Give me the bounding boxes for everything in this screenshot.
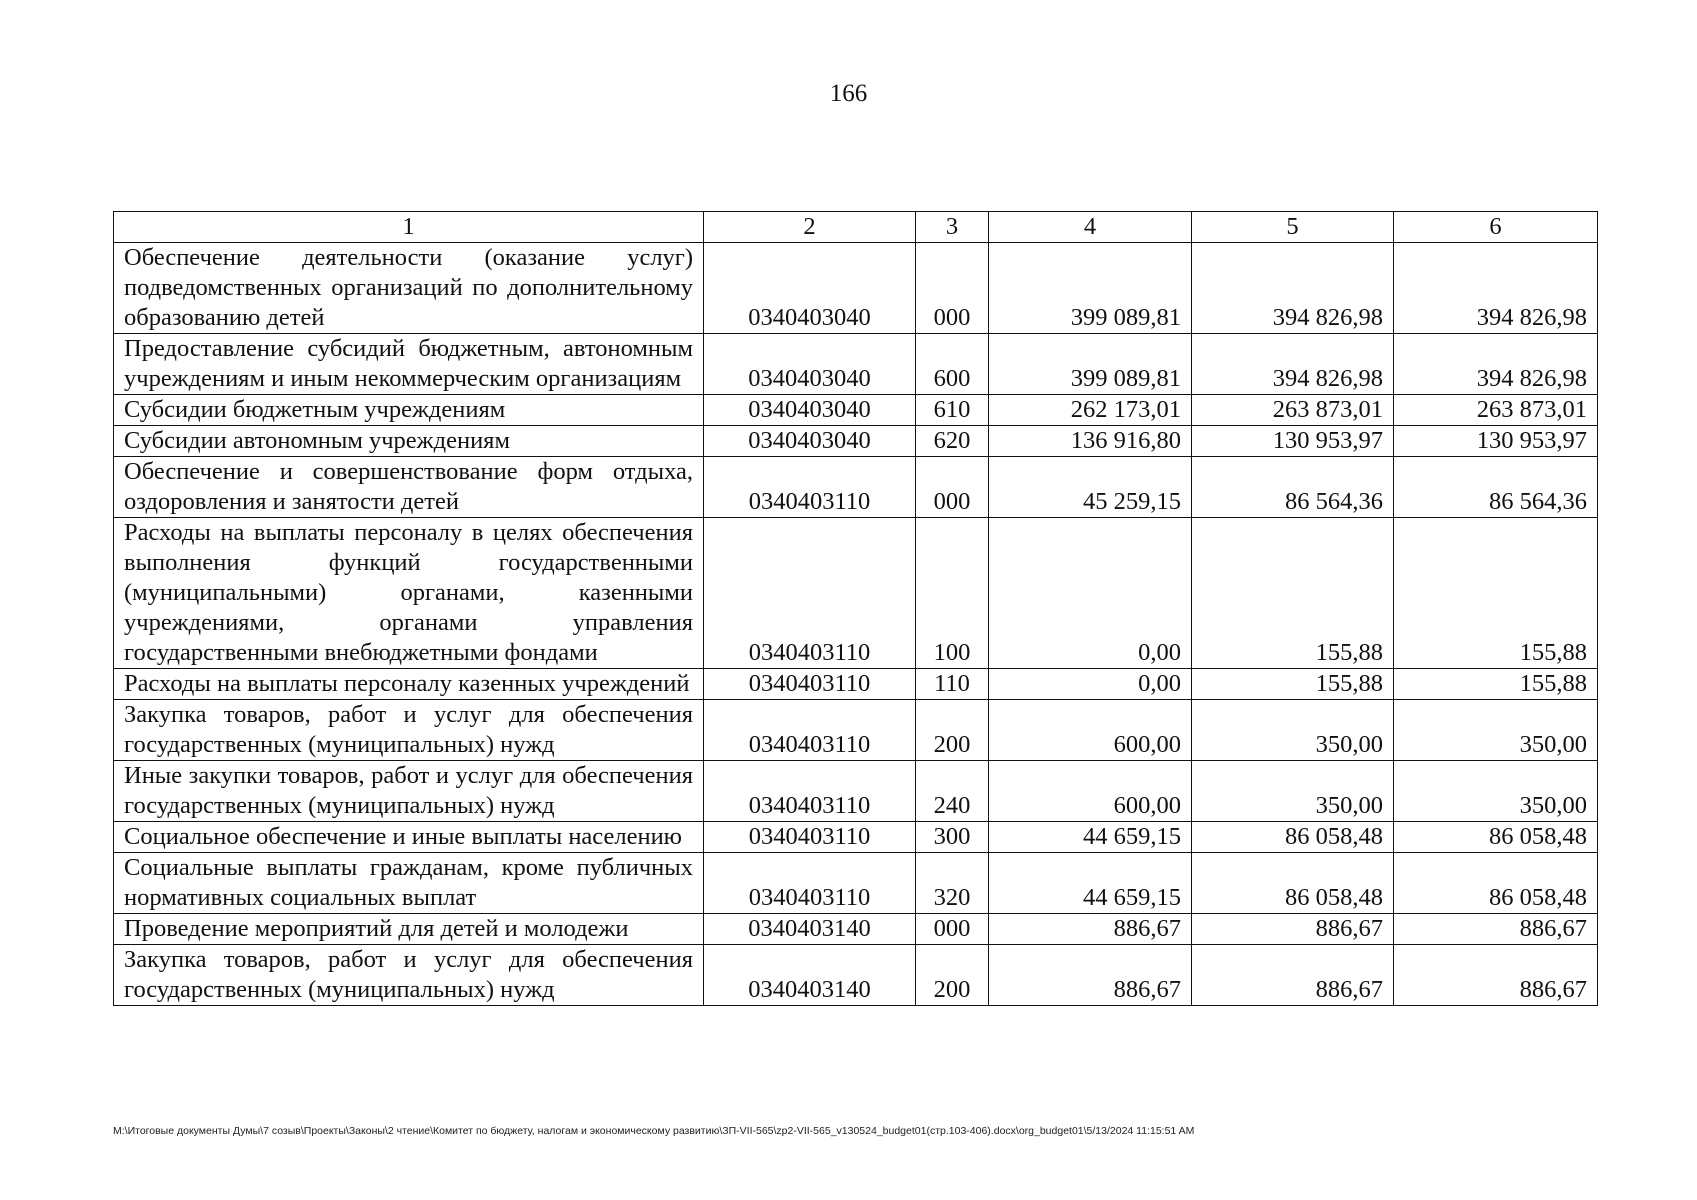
row-amount-col4: 399 089,81 — [989, 243, 1192, 334]
row-amount-col5: 350,00 — [1192, 700, 1394, 761]
row-expense-type: 100 — [916, 518, 989, 669]
table-row — [114, 334, 1598, 395]
row-name: Расходы на выплаты персоналу в целях обеспечения выполнения функций государственными (муниципальными) органами, казенными учреждениями, органами управления государственными внебюджетными фондами — [114, 518, 704, 669]
row-amount-col4: 600,00 — [989, 700, 1192, 761]
row-target-code: 0340403040 — [704, 395, 916, 426]
row-target-code: 0340403140 — [704, 945, 916, 1006]
row-amount-col4: 44 659,15 — [989, 853, 1192, 914]
row-amount-col4: 136 916,80 — [989, 426, 1192, 457]
row-target-code: 0340403110 — [704, 518, 916, 669]
row-expense-type: 200 — [916, 945, 989, 1006]
table-row — [114, 669, 1598, 700]
row-amount-col6: 350,00 — [1394, 761, 1598, 822]
row-name: Иные закупки товаров, работ и услуг для обеспечения государственных (муниципальных) нужд — [114, 761, 704, 822]
row-name: Проведение мероприятий для детей и молодежи — [114, 914, 704, 945]
row-target-code: 0340403140 — [704, 914, 916, 945]
row-amount-col5: 155,88 — [1192, 518, 1394, 669]
row-amount-col4: 399 089,81 — [989, 334, 1192, 395]
row-amount-col6: 350,00 — [1394, 700, 1598, 761]
table-row — [114, 457, 1598, 518]
row-amount-col5: 394 826,98 — [1192, 334, 1394, 395]
row-name: Закупка товаров, работ и услуг для обеспечения государственных (муниципальных) нужд — [114, 700, 704, 761]
row-amount-col4: 600,00 — [989, 761, 1192, 822]
table-row — [114, 700, 1598, 761]
column-header-2: 2 — [704, 212, 916, 243]
row-name: Социальные выплаты гражданам, кроме публичных нормативных социальных выплат — [114, 853, 704, 914]
row-target-code: 0340403110 — [704, 761, 916, 822]
row-expense-type: 610 — [916, 395, 989, 426]
row-amount-col5: 263 873,01 — [1192, 395, 1394, 426]
row-amount-col6: 86 058,48 — [1394, 822, 1598, 853]
row-amount-col5: 86 058,48 — [1192, 853, 1394, 914]
table-row — [114, 945, 1598, 1006]
row-amount-col4: 886,67 — [989, 914, 1192, 945]
table-row — [114, 761, 1598, 822]
row-target-code: 0340403040 — [704, 334, 916, 395]
row-expense-type: 320 — [916, 853, 989, 914]
row-expense-type: 300 — [916, 822, 989, 853]
row-amount-col6: 155,88 — [1394, 669, 1598, 700]
row-amount-col5: 86 564,36 — [1192, 457, 1394, 518]
row-expense-type: 110 — [916, 669, 989, 700]
row-target-code: 0340403110 — [704, 822, 916, 853]
row-name: Социальное обеспечение и иные выплаты населению — [114, 822, 704, 853]
row-target-code: 0340403110 — [704, 457, 916, 518]
row-expense-type: 240 — [916, 761, 989, 822]
row-amount-col4: 0,00 — [989, 518, 1192, 669]
row-amount-col4: 886,67 — [989, 945, 1192, 1006]
page-number: 166 — [829, 80, 868, 107]
table-row — [114, 914, 1598, 945]
column-header-1: 1 — [114, 212, 704, 243]
row-amount-col6: 86 058,48 — [1394, 853, 1598, 914]
row-amount-col6: 130 953,97 — [1394, 426, 1598, 457]
row-target-code: 0340403110 — [704, 669, 916, 700]
table-row — [114, 243, 1598, 334]
row-amount-col5: 350,00 — [1192, 761, 1394, 822]
row-amount-col5: 394 826,98 — [1192, 243, 1394, 334]
row-name: Обеспечение деятельности (оказание услуг) подведомственных организаций по дополнительному образованию детей — [114, 243, 704, 334]
column-header-3: 3 — [916, 212, 989, 243]
row-amount-col5: 86 058,48 — [1192, 822, 1394, 853]
row-amount-col6: 886,67 — [1394, 914, 1598, 945]
budget-table — [113, 211, 1598, 1006]
row-amount-col6: 263 873,01 — [1394, 395, 1598, 426]
table-row — [114, 518, 1598, 669]
row-expense-type: 000 — [916, 914, 989, 945]
row-amount-col6: 394 826,98 — [1394, 243, 1598, 334]
row-name: Обеспечение и совершенствование форм отдыха, оздоровления и занятости детей — [114, 457, 704, 518]
row-name: Закупка товаров, работ и услуг для обеспечения государственных (муниципальных) нужд — [114, 945, 704, 1006]
row-target-code: 0340403040 — [704, 243, 916, 334]
row-target-code: 0340403110 — [704, 853, 916, 914]
row-amount-col5: 155,88 — [1192, 669, 1394, 700]
document-file-path-footer: М:\Итоговые документы Думы\7 созыв\Проекты\Законы\2 чтение\Комитет по бюджету, налогам и экономическому развитию\ЗП-VII-565\zp2-VII-565_v130524_budget01(стр.103-406).docx\org_budget01\5/13/2024 11:15:51 AM — [113, 1125, 1195, 1137]
row-expense-type: 600 — [916, 334, 989, 395]
row-amount-col5: 886,67 — [1192, 945, 1394, 1006]
row-amount-col6: 394 826,98 — [1394, 334, 1598, 395]
row-amount-col6: 886,67 — [1394, 945, 1598, 1006]
row-name: Субсидии автономным учреждениям — [114, 426, 704, 457]
column-header-6: 6 — [1394, 212, 1598, 243]
row-target-code: 0340403040 — [704, 426, 916, 457]
column-header-5: 5 — [1192, 212, 1394, 243]
row-amount-col5: 130 953,97 — [1192, 426, 1394, 457]
table-row — [114, 426, 1598, 457]
table-row — [114, 822, 1598, 853]
row-amount-col6: 86 564,36 — [1394, 457, 1598, 518]
row-name: Расходы на выплаты персоналу казенных учреждений — [114, 669, 704, 700]
row-expense-type: 000 — [916, 457, 989, 518]
row-amount-col5: 886,67 — [1192, 914, 1394, 945]
row-target-code: 0340403110 — [704, 700, 916, 761]
row-amount-col6: 155,88 — [1394, 518, 1598, 669]
row-amount-col4: 262 173,01 — [989, 395, 1192, 426]
table-row — [114, 395, 1598, 426]
row-amount-col4: 0,00 — [989, 669, 1192, 700]
row-name: Субсидии бюджетным учреждениям — [114, 395, 704, 426]
row-amount-col4: 45 259,15 — [989, 457, 1192, 518]
row-amount-col4: 44 659,15 — [989, 822, 1192, 853]
table-header-row — [114, 212, 1598, 243]
row-name: Предоставление субсидий бюджетным, автономным учреждениям и иным некоммерческим организациям — [114, 334, 704, 395]
table-row — [114, 853, 1598, 914]
row-expense-type: 620 — [916, 426, 989, 457]
row-expense-type: 000 — [916, 243, 989, 334]
column-header-4: 4 — [989, 212, 1192, 243]
row-expense-type: 200 — [916, 700, 989, 761]
